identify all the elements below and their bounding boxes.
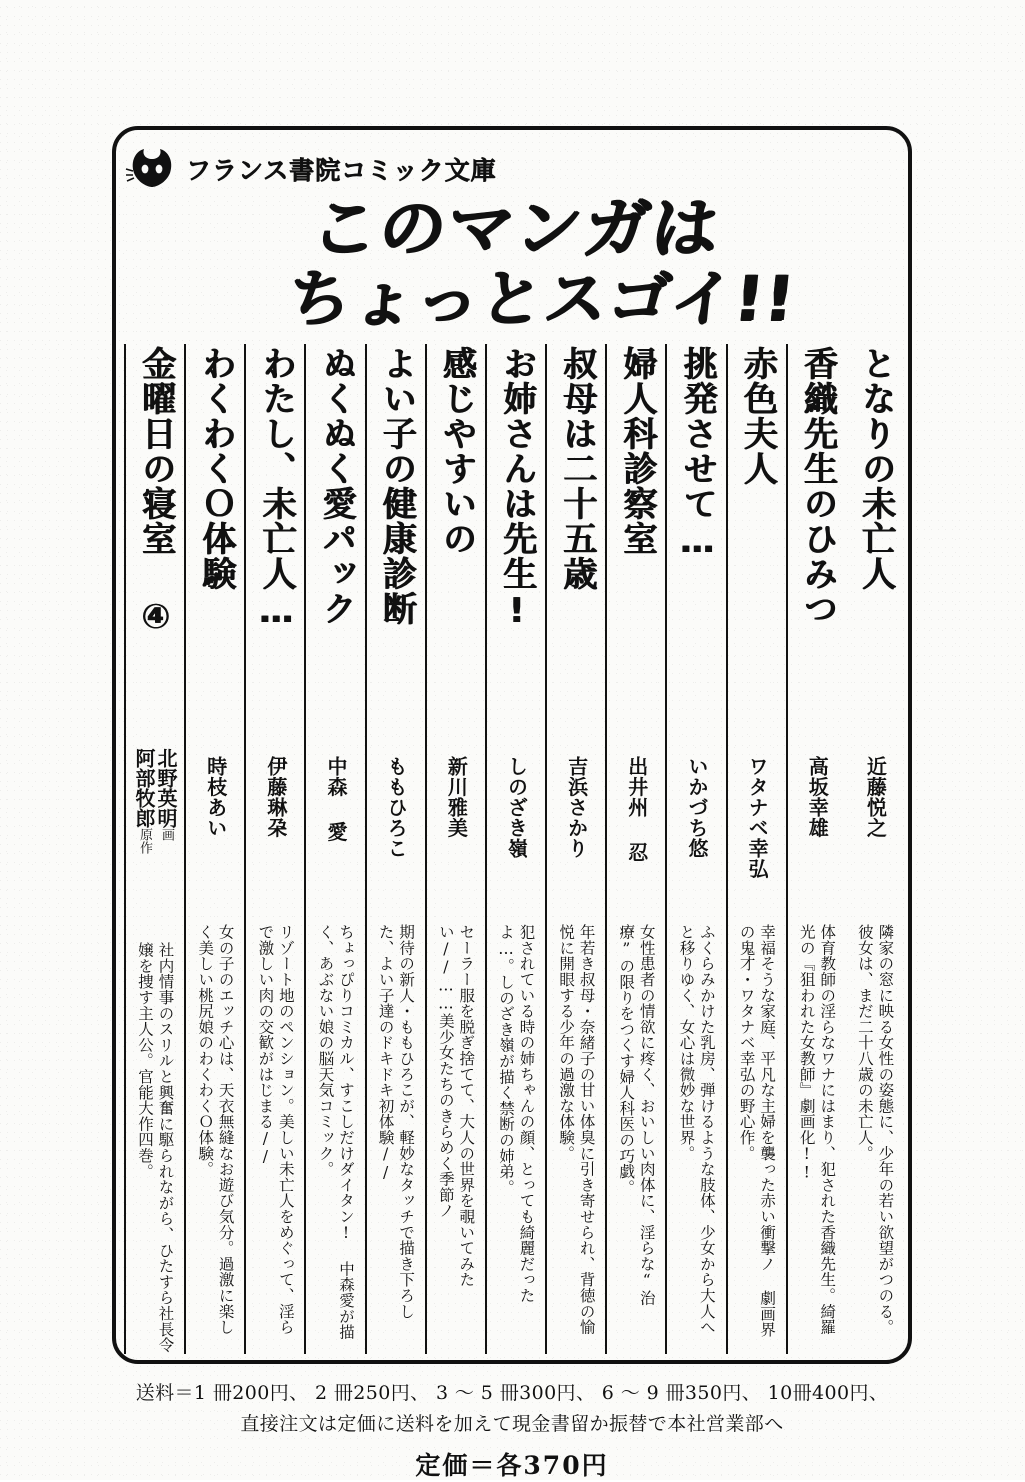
book-description: 社内情事のスリルと興奮に駆られながら、ひたすら社長令嬢を捜す主人公。官能大作四巻。	[136, 942, 175, 1354]
list-item	[846, 344, 904, 1354]
book-author: いかづち悠	[684, 756, 709, 859]
book-author: しのざき嶺	[504, 756, 529, 859]
book-author: 近藤悦之	[863, 756, 888, 838]
order-info: 直接注文は定価に送料を加えて現金書留か振替で本社営業部へ	[240, 1413, 784, 1435]
list-item	[485, 344, 545, 1354]
book-title: よい子の健康診断	[376, 346, 416, 626]
book-author: 中森 愛	[324, 756, 349, 842]
book-title: 叔母は二十五歳	[556, 346, 597, 591]
book-title: ぬくぬく愛パック	[315, 346, 356, 626]
book-title: となりの未亡人	[855, 346, 896, 591]
book-description: セーラー服を脱ぎ捨てて、大人の世界を覗いてみたい//……美少女たちのきらめく季節ノ	[436, 924, 476, 1288]
list-item	[425, 344, 485, 1354]
book-description: ふくらみかけた乳房、弾けるような肢体、少女から大人へと移りゆく、女心は微妙な世界。	[677, 924, 716, 1335]
book-author: 高坂幸雄	[805, 756, 830, 838]
headline-line-2: ちょっとスゴイ!!	[283, 262, 799, 335]
book-author: ももひろこ	[384, 756, 409, 859]
book-title: 感じやすいの	[436, 346, 477, 556]
book-description: 幸福そうな家庭、平凡な主婦を襲った赤い衝撃ノ 劇画界の鬼才・ワタナベ幸弘の野心作。	[737, 924, 777, 1338]
book-description: 期待の新人・ももひろこが、軽妙なタッチで描き下ろした、よい子達のドキドキ初体験//	[376, 924, 416, 1319]
book-title: 赤色夫人	[736, 346, 777, 486]
title-listing	[124, 344, 904, 1354]
list-item	[365, 344, 425, 1354]
list-item	[726, 344, 786, 1354]
book-author: 新川雅美	[444, 756, 469, 838]
footer	[112, 1378, 912, 1482]
book-description: 隣家の窓に映る女性の姿態に、少年の若い欲望がつのる。彼女は、まだ二十八歳の未亡人。	[855, 924, 895, 1335]
publisher-name: フランス書院コミック文庫	[186, 156, 497, 185]
book-description: 犯されている時の姉ちゃんの顔、とっても綺麗だったよ…。しのざき嶺が描く禁断の姉弟。	[496, 924, 536, 1304]
book-description: 年若き叔母・奈緒子の甘い体臭に引き寄せられ、背徳の愉悦に開眼する少年の過激な体験。	[557, 924, 596, 1335]
list-item	[665, 344, 725, 1354]
list-item	[124, 344, 184, 1354]
cat-logo-icon	[124, 139, 180, 195]
shipping-info: 送料＝1 冊200円、 2 冊250円、 3 ～ 5 冊300円、 6 ～ 9 冊350円、 10冊400円、	[135, 1382, 889, 1404]
book-title: 香織先生のひみつ	[797, 346, 838, 626]
list-item	[545, 344, 605, 1354]
list-item	[184, 344, 244, 1354]
book-author: 吉浜さかり	[564, 756, 589, 859]
list-item	[304, 344, 364, 1354]
headline-line-1: このマンガは	[307, 190, 724, 267]
credit-role: 原作	[137, 828, 153, 855]
list-item	[605, 344, 665, 1354]
book-title: 挑発させて…	[676, 346, 717, 562]
list-item	[786, 344, 846, 1354]
credit-name: 阿部牧郎	[132, 748, 157, 829]
book-credits	[133, 748, 177, 934]
headline	[150, 190, 880, 335]
publisher-logo-row	[124, 136, 544, 198]
book-description: 女の子のエッチ心は、天衣無縫なお遊び気分。過激に楽しく美しい桃尻娘のわくわくＯ体験。	[196, 924, 235, 1335]
book-title: お姉さんは先生!	[496, 346, 537, 632]
book-title: 婦人科診察室	[616, 346, 657, 556]
book-author: 伊藤琳朶	[263, 756, 288, 838]
book-description: ちょっぴりコミカル、すこしだけダイタン! 中森愛が描く、あぶない娘の脳天気コミック。	[316, 924, 355, 1340]
book-description: 体育教師の淫らなワナにはまり、犯された香織先生。綺羅光の『狙われた女教師』劇画化!!	[797, 924, 837, 1335]
book-description: リゾート地のペンション。美しい未亡人をめぐって、淫らで激しい肉の交歓がはじまる//	[256, 924, 295, 1335]
book-author: 出井州 忍	[624, 756, 649, 863]
list-item	[244, 344, 304, 1354]
book-title: わくわくＯ体験	[195, 346, 236, 591]
book-description: 女性患者の情欲に疼く、おいしい肉体に、淫らな“治療”の限りをつくす婦人科医の巧戯。	[617, 924, 656, 1306]
credit-role: 画	[159, 828, 175, 842]
book-title: 金曜日の寝室 ④	[135, 346, 176, 638]
credit-name: 北野英明	[154, 748, 179, 829]
book-author: 時枝あい	[203, 756, 228, 838]
price-info: 定価＝各370円	[415, 1451, 609, 1480]
book-title: わたし、未亡人…	[255, 346, 296, 632]
book-author: ワタナベ幸弘	[745, 756, 770, 879]
